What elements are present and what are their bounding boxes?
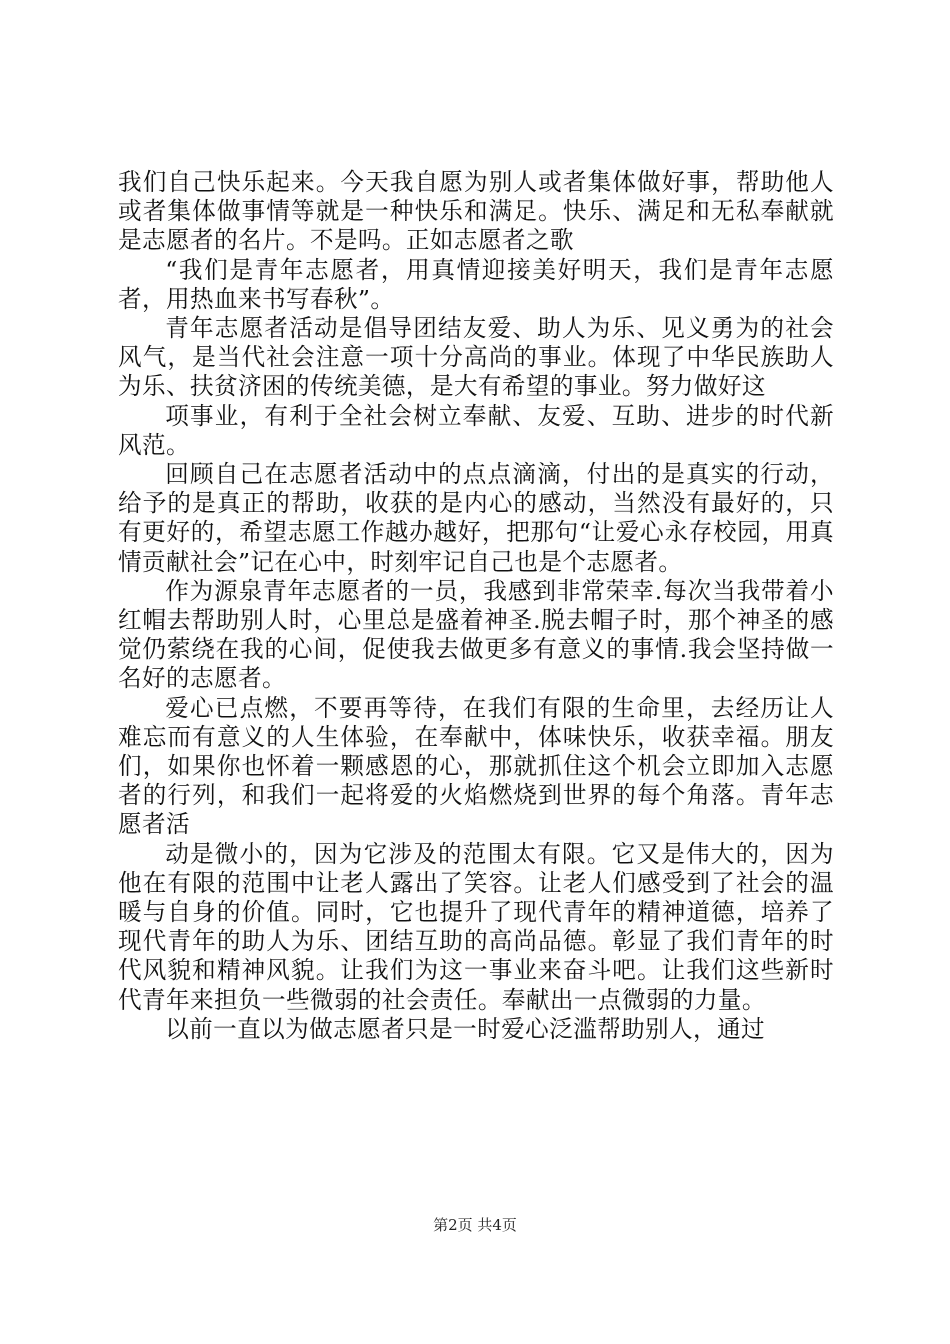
document-body	[118, 168, 834, 1044]
paragraph: 回顾自己在志愿者活动中的点点滴滴，付出的是真实的行动，给予的是真正的帮助，收获的是内心的感动，当然没有最好的，只有更好的，希望志愿工作越办越好，把那句“让爱心永存校园，用真情贡献社会”记在心中，时刻牢记自己也是个志愿者。	[118, 460, 834, 576]
paragraph: 作为源泉青年志愿者的一员，我感到非常荣幸.每次当我带着小红帽去帮助别人时，心里总是盛着神圣.脱去帽子时，那个神圣的感觉仍萦绕在我的心间，促使我去做更多有意义的事情.我会坚持做一名好的志愿者。	[118, 576, 834, 693]
paragraph: 以前一直以为做志愿者只是一时爱心泛滥帮助别人，通过	[165, 1014, 766, 1043]
page-footer: 第2页 共4页	[433, 1216, 517, 1234]
paragraph: 项事业，有利于全社会树立奉献、友爱、互助、进步的时代新风范。	[118, 401, 834, 459]
paragraph: 爱心已点燃，不要再等待，在我们有限的生命里，去经历让人难忘而有意义的人生体验，在奉献中，体味快乐，收获幸福。朋友们，如果你也怀着一颗感恩的心，那就抓住这个机会立即加入志愿者的行列，和我们一起将爱的火焰燃烧到世界的每个角落。青年志愿者活	[118, 693, 834, 839]
paragraph: 我们自己快乐起来。今天我自愿为别人或者集体做好事，帮助他人或者集体做事情等就是一种快乐和满足。快乐、满足和无私奉献就是志愿者的名片。不是吗。正如志愿者之歌	[118, 168, 834, 255]
paragraph: 动是微小的，因为它涉及的范围太有限。它又是伟大的，因为他在有限的范围中让老人露出了笑容。让老人们感受到了社会的温暖与自身的价值。同时，它也提升了现代青年的精神道德，培养了现代青年的助人为乐、团结互助的高尚品德。彰显了我们青年的时代风貌和精神风貌。让我们为这一事业来奋斗吧。让我们这些新时代青年来担负一些微弱的社会责任。奉献出一点微弱的力量。	[118, 839, 834, 1014]
paragraph: “我们是青年志愿者，用真情迎接美好明天，我们是青年志愿者，用热血来书写春秋”。	[118, 255, 834, 313]
paragraph: 青年志愿者活动是倡导团结友爱、助人为乐、见义勇为的社会风气，是当代社会注意一项十分高尚的事业。体现了中华民族助人为乐、扶贫济困的传统美德，是大有希望的事业。努力做好这	[118, 314, 834, 401]
